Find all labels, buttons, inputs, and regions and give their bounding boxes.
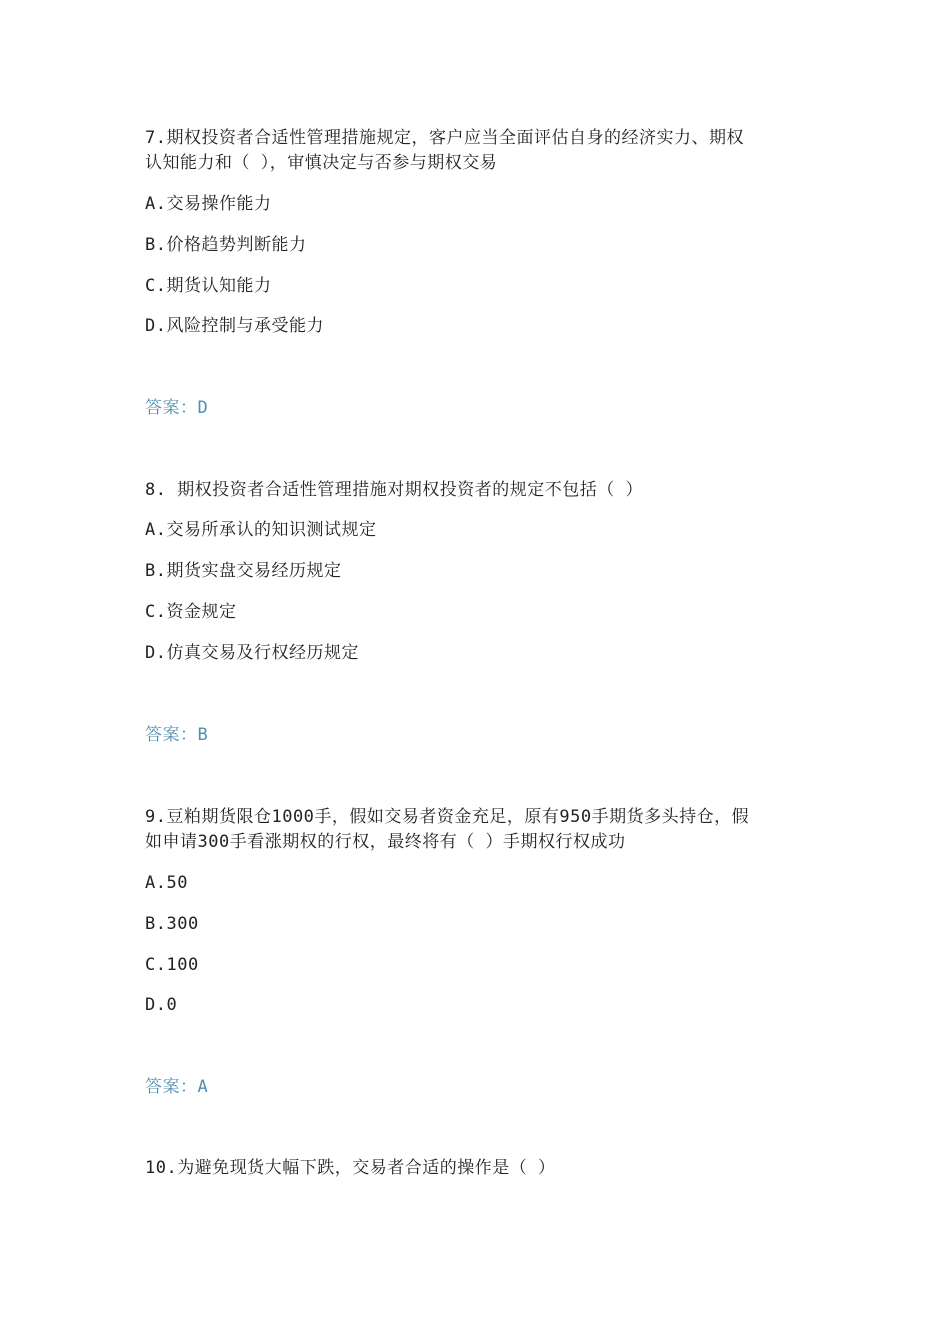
question-7-option-a: A.交易操作能力	[145, 194, 272, 214]
question-7-option-c: C.期货认知能力	[145, 276, 272, 296]
question-9-option-c: C.100	[145, 955, 199, 975]
question-9-option-d: D.0	[145, 995, 178, 1015]
question-8-option-d: D.仿真交易及行权经历规定	[145, 643, 359, 663]
question-9-stem-line-2: 如申请300手看涨期权的行权，最终将有（ ）手期权行权成功	[145, 832, 626, 852]
question-7-option-b: B.价格趋势判断能力	[145, 235, 307, 255]
question-10-stem-line-1: 10.为避免现货大幅下跌，交易者合适的操作是（ ）	[145, 1158, 556, 1178]
question-8-stem-line-1: 8. 期权投资者合适性管理措施对期权投资者的规定不包括（ ）	[145, 480, 643, 500]
question-9-option-b: B.300	[145, 914, 199, 934]
question-9-answer: 答案：A	[145, 1077, 209, 1097]
question-8-option-b: B.期货实盘交易经历规定	[145, 561, 342, 581]
question-8-answer: 答案：B	[145, 725, 209, 745]
question-9-stem-line-1: 9.豆粕期货限仓1000手，假如交易者资金充足，原有950手期货多头持仓，假	[145, 807, 750, 827]
question-7-option-d: D.风险控制与承受能力	[145, 316, 324, 336]
question-7-stem-line-1: 7.期权投资者合适性管理措施规定，客户应当全面评估自身的经济实力、期权	[145, 128, 744, 148]
question-7-answer: 答案：D	[145, 398, 209, 418]
question-8-option-c: C.资金规定	[145, 602, 237, 622]
question-8-option-a: A.交易所承认的知识测试规定	[145, 520, 377, 540]
question-7-stem-line-2: 认知能力和（ ），审慎决定与否参与期权交易	[145, 153, 498, 173]
question-9-option-a: A.50	[145, 873, 188, 893]
